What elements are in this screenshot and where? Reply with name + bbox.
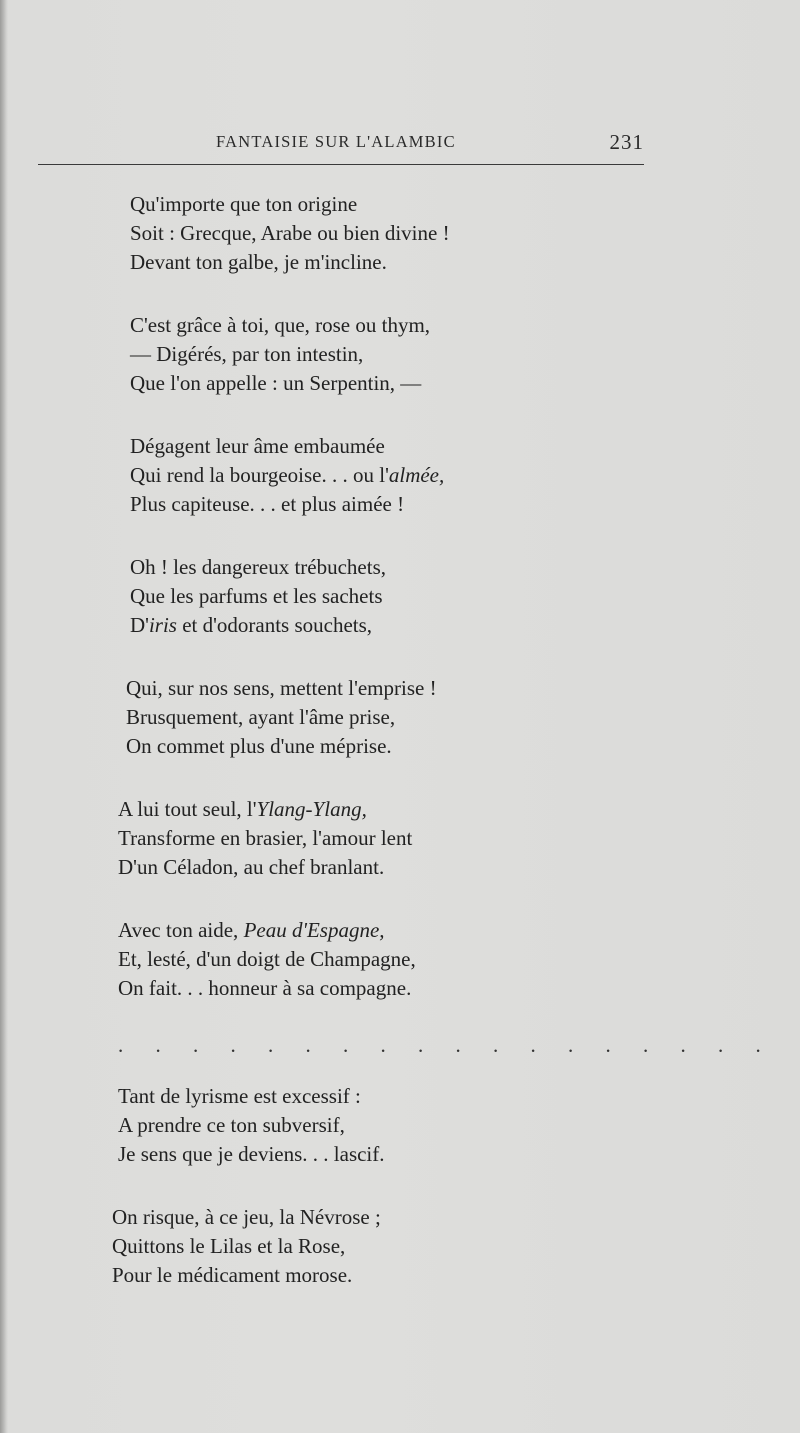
verse-line: Pour le médicament morose. [112,1263,353,1287]
verse-text: Qui rend la bourgeoise. . . ou l' [130,463,389,487]
stanza-6 [112,795,632,882]
verse-line [112,916,632,945]
page-number: 231 [609,130,644,154]
verse-line: Tant de lyrisme est excessif : [118,1084,361,1108]
stanza-4 [112,553,632,640]
verse-italic: Ylang-Ylang, [256,797,367,821]
verse-line: Brusquement, ayant l'âme prise, [126,705,396,729]
stanza-9 [112,1203,632,1290]
poem [112,190,775,1324]
stanza-2 [112,311,632,398]
verse-italic: almée, [388,463,445,487]
verse-line [112,461,632,490]
verse-line: Que les parfums et les sachets [130,584,383,608]
verse-line: Plus capiteuse. . . et plus aimée ! [130,492,405,516]
verse-line: C'est grâce à toi, que, rose ou thym, [130,313,431,337]
verse-line: On risque, à ce jeu, la Névrose ; [112,1205,381,1229]
stanza-1 [112,190,632,277]
verse-text: et d'odorants souchets, [176,613,373,637]
verse-line: Qu'importe que ton origine [130,192,358,216]
spine-shadow [0,0,8,1433]
verse-italic: iris [148,613,177,637]
verse-italic: Peau d'Espagne, [243,918,385,942]
verse-line: Je sens que je deviens. . . lascif. [118,1142,385,1166]
stanza-8 [112,1082,632,1169]
verse-text: D' [130,613,149,637]
verse-line: Transforme en brasier, l'amour lent [118,826,413,850]
verse-line: Que l'on appelle : un Serpentin, — [130,371,422,395]
page-header [38,128,644,158]
verse-line: Soit : Grecque, Arabe ou bien divine ! [130,221,450,245]
running-title: FANTAISIE SUR L'ALAMBIC [216,132,456,151]
header-rule [38,164,644,165]
verse-line: On commet plus d'une méprise. [126,734,392,758]
verse-line: — Digérés, par ton intestin, [130,342,364,366]
verse-line: Oh ! les dangereux trébuchets, [130,555,386,579]
verse-line: Dégagent leur âme embaumée [130,434,385,458]
verse-text: A lui tout seul, l' [118,797,257,821]
verse-line [112,611,632,640]
verse-line: Devant ton galbe, je m'incline. [130,250,387,274]
verse-line: Et, lesté, d'un doigt de Champagne, [118,947,416,971]
ellipsis-separator: . . . . . . . . . . . . . . . . . . [118,1033,775,1057]
verse-line [112,795,632,824]
stanza-3 [112,432,632,519]
stanza-5 [112,674,632,761]
verse-line: On fait. . . honneur à sa compagne. [118,976,412,1000]
verse-text: Avec ton aide, [118,918,244,942]
verse-line: Qui, sur nos sens, mettent l'emprise ! [126,676,437,700]
verse-line: Quittons le Lilas et la Rose, [112,1234,346,1258]
verse-line: A prendre ce ton subversif, [118,1113,345,1137]
stanza-7 [112,916,632,1003]
verse-line: D'un Céladon, au chef branlant. [118,855,385,879]
